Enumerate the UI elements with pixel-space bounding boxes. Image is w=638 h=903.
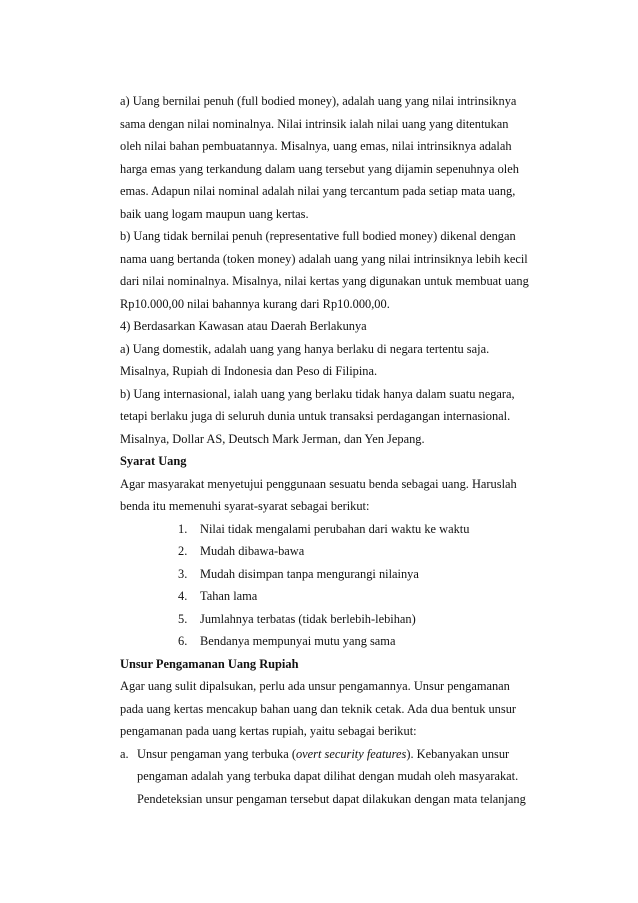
paragraph-line: benda itu memenuhi syarat-syarat sebagai berikut: xyxy=(120,499,370,513)
list-text: Nilai tidak mengalami perubahan dari waktu ke waktu xyxy=(200,521,470,536)
paragraph-line: Misalnya, Dollar AS, Deutsch Mark Jerman, dan Yen Jepang. xyxy=(120,431,425,446)
list-number: 2. xyxy=(178,544,188,558)
list-item xyxy=(120,518,545,541)
alpha-text-before: Unsur pengaman yang terbuka ( xyxy=(137,746,296,761)
list-number: 6. xyxy=(178,634,188,648)
paragraph-line: b) Uang tidak bernilai penuh (representative full bodied money) dikenal dengan xyxy=(120,229,516,243)
list-number: 4. xyxy=(178,589,188,603)
section-heading-syarat: Syarat Uang xyxy=(120,454,187,468)
paragraph-line: pada uang kertas mencakup bahan uang dan teknik cetak. Ada dua bentuk unsur xyxy=(120,701,517,716)
alpha-continuation-line: Pendeteksian unsur pengaman tersebut dapat dilakukan dengan mata telanjang xyxy=(137,791,526,806)
paragraph-line: a) Uang domestik, adalah uang yang hanya berlaku di negara tertentu saja. xyxy=(120,341,490,356)
paragraph-line: Misalnya, Rupiah di Indonesia dan Peso di Filipina. xyxy=(120,364,378,378)
paragraph-line: emas. Adapun nilai nominal adalah nilai yang tercantum pada setiap mata uang, xyxy=(120,184,516,198)
paragraph-line: Rp10.000,00 nilai bahannya kurang dari Rp10.000,00. xyxy=(120,296,390,311)
alpha-marker: a. xyxy=(120,746,129,761)
list-number: 1. xyxy=(178,521,188,536)
paragraph-line: harga emas yang terkandung dalam uang tersebut yang dijamin sepenuhnya oleh xyxy=(120,161,519,176)
paragraph-line: tetapi berlaku juga di seluruh dunia untuk transaksi perdagangan internasional. xyxy=(120,409,511,423)
paragraph-line: a) Uang bernilai penuh (full bodied money), adalah uang yang nilai intrinsiknya xyxy=(120,94,517,108)
alpha-text-after: ). Kebanyakan unsur xyxy=(406,746,510,761)
list-item xyxy=(120,540,545,563)
list-text: Mudah disimpan tanpa mengurangi nilainya xyxy=(200,566,419,581)
list-item xyxy=(120,585,545,608)
alpha-continuation-line: pengaman adalah yang terbuka dapat dilihat dengan mudah oleh masyarakat. xyxy=(137,769,519,783)
list-item xyxy=(120,608,545,631)
list-text: Mudah dibawa-bawa xyxy=(200,544,305,558)
list-text: Tahan lama xyxy=(200,589,258,603)
paragraph-line: b) Uang internasional, ialah uang yang berlaku tidak hanya dalam suatu negara, xyxy=(120,386,515,401)
list-text: Jumlahnya terbatas (tidak berlebih-lebihan) xyxy=(200,611,416,626)
paragraph-line: oleh nilai bahan pembuatannya. Misalnya, uang emas, nilai intrinsiknya adalah xyxy=(120,139,512,153)
document-body xyxy=(120,90,545,810)
paragraph-line: sama dengan nilai nominalnya. Nilai intrinsik ialah nilai uang yang ditentukan xyxy=(120,116,509,131)
section-heading-unsur: Unsur Pengamanan Uang Rupiah xyxy=(120,656,299,671)
list-item xyxy=(120,630,545,653)
list-item xyxy=(120,563,545,586)
paragraph-line: nama uang bertanda (token money) adalah uang yang nilai intrinsiknya lebih kecil xyxy=(120,251,528,266)
paragraph-line: Agar uang sulit dipalsukan, perlu ada unsur pengamannya. Unsur pengamanan xyxy=(120,679,510,693)
paragraph-line: dari nilai nominalnya. Misalnya, nilai kertas yang digunakan untuk membuat uang xyxy=(120,274,529,288)
paragraph-line: Agar masyarakat menyetujui penggunaan sesuatu benda sebagai uang. Haruslah xyxy=(120,476,517,491)
paragraph-line: pengamanan pada uang kertas rupiah, yaitu sebagai berikut: xyxy=(120,724,417,738)
alpha-text xyxy=(137,743,509,766)
list-text: Bendanya mempunyai mutu yang sama xyxy=(200,634,396,648)
alpha-text-italic: overt security features xyxy=(295,746,407,761)
list-number: 5. xyxy=(178,611,188,626)
alpha-list-item xyxy=(120,743,545,766)
paragraph-line: 4) Berdasarkan Kawasan atau Daerah Berlakunya xyxy=(120,319,367,333)
paragraph-line: baik uang logam maupun uang kertas. xyxy=(120,206,309,221)
list-number: 3. xyxy=(178,566,188,581)
